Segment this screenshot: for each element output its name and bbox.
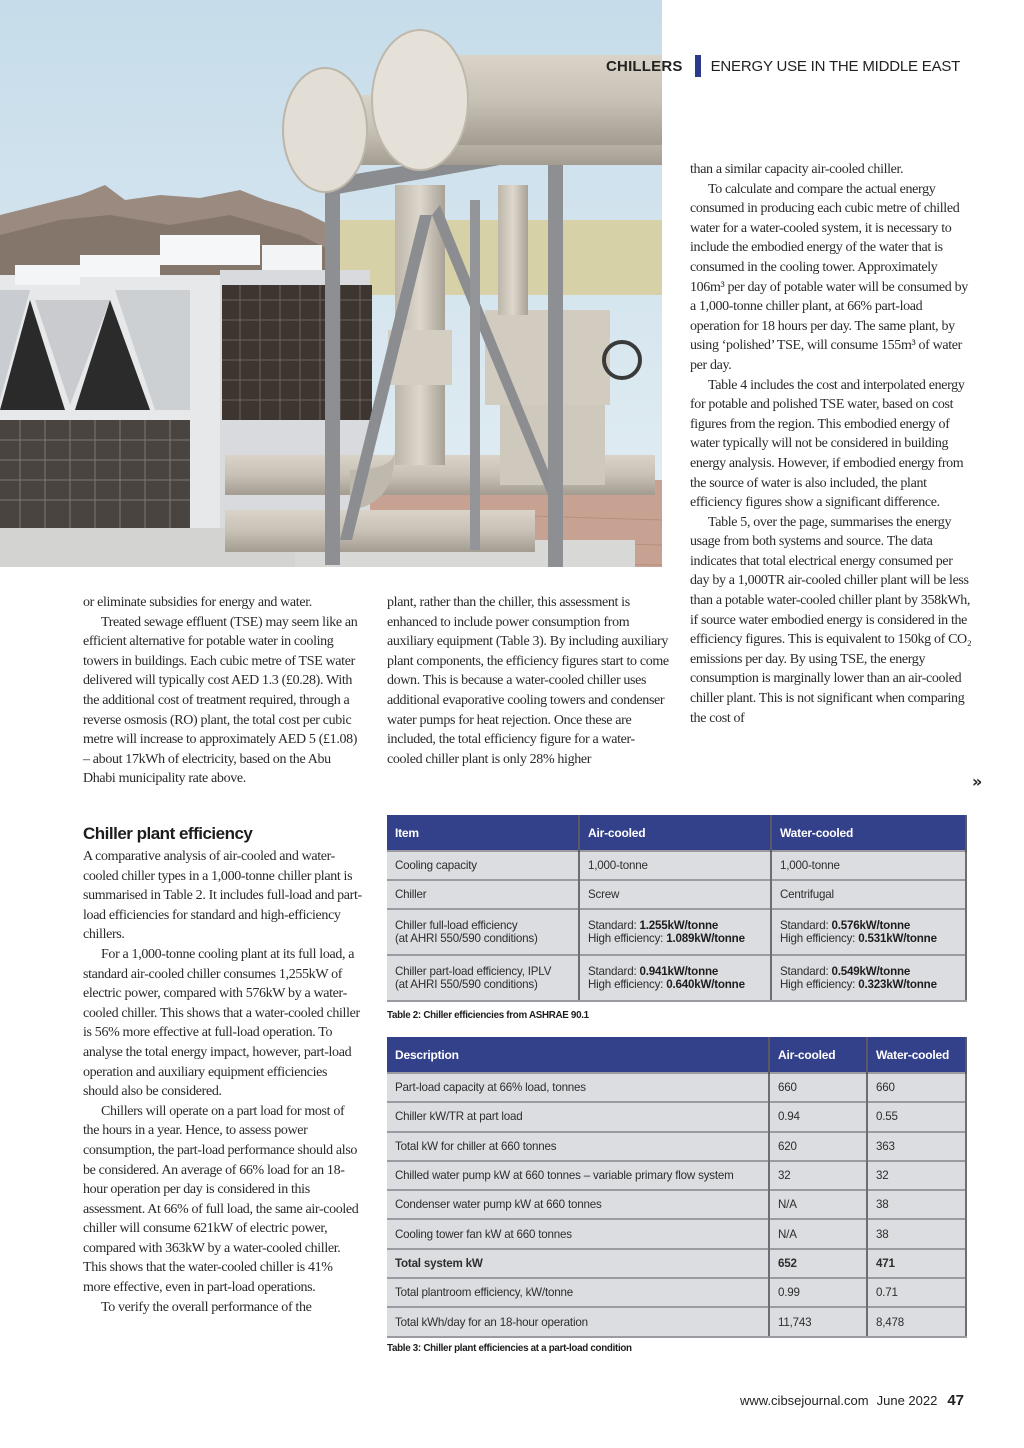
table-row <box>387 1249 966 1278</box>
column-header: Description <box>387 1037 769 1073</box>
paragraph: Table 5, over the page, summarises the energy usage from both systems and source. The data indicates that total electrical energy consumed per day by a 1,000TR air-cooled chiller plant will be less than a potable water-cooled chiller plant by 358kWh, if source water embodied energy is considered in the efficiency figures. This is equivalent to 150kg of CO₂ emissions per day. By using TSE, the energy consumption is marginally lower than an air-cooled chiller plant. This is not significant when comparing the cost of <box>690 514 972 726</box>
paragraph: To verify the overall performance of the <box>101 1299 312 1315</box>
table-cell: 0.55 <box>867 1102 966 1131</box>
table-row <box>387 851 966 880</box>
continue-arrow-icon: » <box>972 772 983 791</box>
table-cell: 660 <box>867 1073 966 1102</box>
paragraph: Table 4 includes the cost and interpolated energy for potable and polished TSE water, based on cost figures from the region. This embodied energy of water typically will not be considered in building energy analysis. However, if embodied energy from the source of water is also included, the plant efficiency figures show a significant difference. <box>690 377 965 511</box>
cell-label: Standard: <box>780 964 832 978</box>
column-header: Water-cooled <box>867 1037 966 1073</box>
cell-label: High efficiency: <box>588 978 667 991</box>
cell-text: Chiller full-load efficiency <box>395 918 518 932</box>
table-cell: Total kW for chiller at 660 tonnes <box>387 1132 769 1161</box>
table-row <box>387 1190 966 1219</box>
table-caption: Table 2: Chiller efficiencies from ASHRAE 90.1 <box>387 1010 589 1021</box>
paragraph: A comparative analysis of air-cooled and water-cooled chiller types in a 1,000-tonne chiller plant is summarised in Table 2. It includes full-load and part-load efficiencies for standard and high-efficiency chillers. <box>83 849 362 943</box>
table-row <box>387 955 966 1001</box>
table-cell: Part-load capacity at 66% load, tonnes <box>387 1073 769 1102</box>
article-column-left <box>83 593 363 789</box>
table-cell <box>771 955 966 1001</box>
rooftop-chillers-illustration <box>0 0 662 567</box>
table-cell: Total system kW <box>387 1249 769 1278</box>
table-row <box>387 1307 966 1336</box>
chiller-plant-photo <box>0 0 662 567</box>
table-cell: 32 <box>867 1161 966 1190</box>
table-header-row <box>387 815 966 851</box>
table-cell: 363 <box>867 1132 966 1161</box>
paragraph: For a 1,000-tonne cooling plant at its full load, a standard air-cooled chiller consumes 1,255kW of electric power, compared with 576kW by a water-cooled chiller. This shows that a water-cooled chiller is 56% more effective at full-load operation. To analyse the total energy impact, however, part-load operation and auxiliary equipment efficiencies should also be considered. <box>83 946 360 1100</box>
paragraph: or eliminate subsidies for energy and water. <box>83 595 312 610</box>
article-column-left-lower <box>83 847 363 1317</box>
table-cell: Chiller kW/TR at part load <box>387 1102 769 1131</box>
cell-label: Standard: <box>588 964 640 978</box>
table-cell: Chilled water pump kW at 660 tonnes – variable primary flow system <box>387 1161 769 1190</box>
table-row <box>387 880 966 909</box>
table-cell <box>579 909 771 955</box>
table-cell: 1,000-tonne <box>579 851 771 880</box>
table-row <box>387 1132 966 1161</box>
table-header-row <box>387 1037 966 1073</box>
cell-value: 0.531kW/tonne <box>858 932 937 945</box>
cell-label: Standard: <box>588 918 640 932</box>
table-row <box>387 909 966 955</box>
table-cell: 0.94 <box>769 1102 867 1131</box>
table-cell: 11,743 <box>769 1307 867 1336</box>
cell-label: Standard: <box>780 918 832 932</box>
table-chiller-efficiencies <box>387 815 967 1002</box>
table-cell: 38 <box>867 1190 966 1219</box>
journal-url: www.cibsejournal.com <box>740 1393 869 1408</box>
table-row <box>387 1102 966 1131</box>
table-cell: 38 <box>867 1219 966 1248</box>
paragraph: plant, rather than the chiller, this assessment is enhanced to include power consumption from auxiliary equipment (Table 3). By including auxiliary plant components, the efficiency figures start to come down. This is because a water-cooled chiller uses additional evaporative cooling towers and condenser water pumps for heat rejection. Once these are included, the total efficiency figure for a water-cooled chiller plant is only 28% higher <box>387 595 669 767</box>
column-header: Air-cooled <box>769 1037 867 1073</box>
table-cell: 0.71 <box>867 1278 966 1307</box>
table-cell: N/A <box>769 1190 867 1219</box>
table-cell: Condenser water pump kW at 660 tonnes <box>387 1190 769 1219</box>
table-cell: Total plantroom efficiency, kW/tonne <box>387 1278 769 1307</box>
column-header: Water-cooled <box>771 815 966 851</box>
cell-text: Chiller part-load efficiency, IPLV <box>395 964 552 978</box>
table-row <box>387 1278 966 1307</box>
page-footer <box>740 1392 964 1409</box>
paragraph: To calculate and compare the actual energy consumed in producing each cubic metre of chilled water for a water-cooled system, it is necessary to include the embodied energy of the water that is consumed in the cooling tower. Approximately 106m³ per day of potable water will be consumed by a 1,000-tonne chiller plant, at 66% part-load operation for 18 hours per day. The same plant, by using ‘polished’ TSE, will consume 155m³ of water per day. <box>690 181 968 373</box>
table-cell: 1,000-tonne <box>771 851 966 880</box>
table-caption: Table 3: Chiller plant efficiencies at a part-load condition <box>387 1343 632 1354</box>
article-series-title: ENERGY USE IN THE MIDDLE EAST <box>710 57 961 75</box>
cell-label: High efficiency: <box>780 932 859 945</box>
table-part-load-efficiencies <box>387 1037 967 1338</box>
cell-value: 0.941kW/tonne <box>639 964 719 978</box>
cell-value: 0.576kW/tonne <box>831 918 911 932</box>
table-cell: 652 <box>769 1249 867 1278</box>
section-label: CHILLERS <box>606 57 683 75</box>
table-cell: 8,478 <box>867 1307 966 1336</box>
table-cell: Chiller <box>387 880 579 909</box>
cell-value: 0.640kW/tonne <box>666 978 745 991</box>
table-cell: Cooling capacity <box>387 851 579 880</box>
cell-label: High efficiency: <box>780 978 859 991</box>
table-row <box>387 1073 966 1102</box>
cell-text: (at AHRI 550/590 conditions) <box>395 932 538 945</box>
cell-value: 1.255kW/tonne <box>639 918 719 932</box>
cell-value: 0.549kW/tonne <box>831 964 911 978</box>
table-cell: 471 <box>867 1249 966 1278</box>
table-cell: 620 <box>769 1132 867 1161</box>
table-cell: 32 <box>769 1161 867 1190</box>
issue-date: June 2022 <box>876 1393 938 1408</box>
article-column-middle <box>387 593 669 769</box>
table-row <box>387 1161 966 1190</box>
cell-value: 1.089kW/tonne <box>666 932 745 945</box>
section-subheading: Chiller plant efficiency <box>83 824 253 843</box>
table-cell <box>387 909 579 955</box>
page-number: 47 <box>947 1392 965 1409</box>
table-body <box>387 1073 966 1337</box>
table-cell <box>579 955 771 1001</box>
table-cell: Screw <box>579 880 771 909</box>
table-cell: Total kWh/day for an 18-hour operation <box>387 1307 769 1336</box>
paragraph: Chillers will operate on a part load for most of the hours in a year. Hence, to assess power consumption, the part-load performance should also be considered. An average of 66% load for an 18-hour operation per day is considered in this assessment. At 66% of full load, the same air-cooled chiller will consume 621kW of electric power, compared with 363kW by a water-cooled chiller. This shows that the water-cooled chiller is 41% more effective, even in part-load operations. <box>83 1103 359 1296</box>
table-cell: N/A <box>769 1219 867 1248</box>
table-cell: 0.99 <box>769 1278 867 1307</box>
column-header: Air-cooled <box>579 815 771 851</box>
table-cell: Cooling tower fan kW at 660 tonnes <box>387 1219 769 1248</box>
paragraph: Treated sewage effluent (TSE) may seem like an efficient alternative for potable water in cooling towers in buildings. Each cubic metre of TSE water delivered will typically cost AED 1.3 (£0.28). With the additional cost of treatment required, through a reverse osmosis (RO) plant, the total cost per cubic metre will increase to approximately AED 5 (£1.08) – about 17kWh of electricity, based on the Abu Dhabi municipality rate above. <box>83 614 358 787</box>
table-cell <box>771 909 966 955</box>
cell-text: (at AHRI 550/590 conditions) <box>395 978 538 991</box>
table-cell: 660 <box>769 1073 867 1102</box>
column-header: Item <box>387 815 579 851</box>
cell-value: 0.323kW/tonne <box>858 978 937 991</box>
article-column-right <box>690 160 974 728</box>
table-row <box>387 1219 966 1248</box>
table-cell <box>387 955 579 1001</box>
cell-label: High efficiency: <box>588 932 667 945</box>
paragraph: than a similar capacity air-cooled chiller. <box>690 162 904 177</box>
running-header <box>606 55 960 77</box>
table-cell: Centrifugal <box>771 880 966 909</box>
header-accent-bar <box>695 55 701 77</box>
